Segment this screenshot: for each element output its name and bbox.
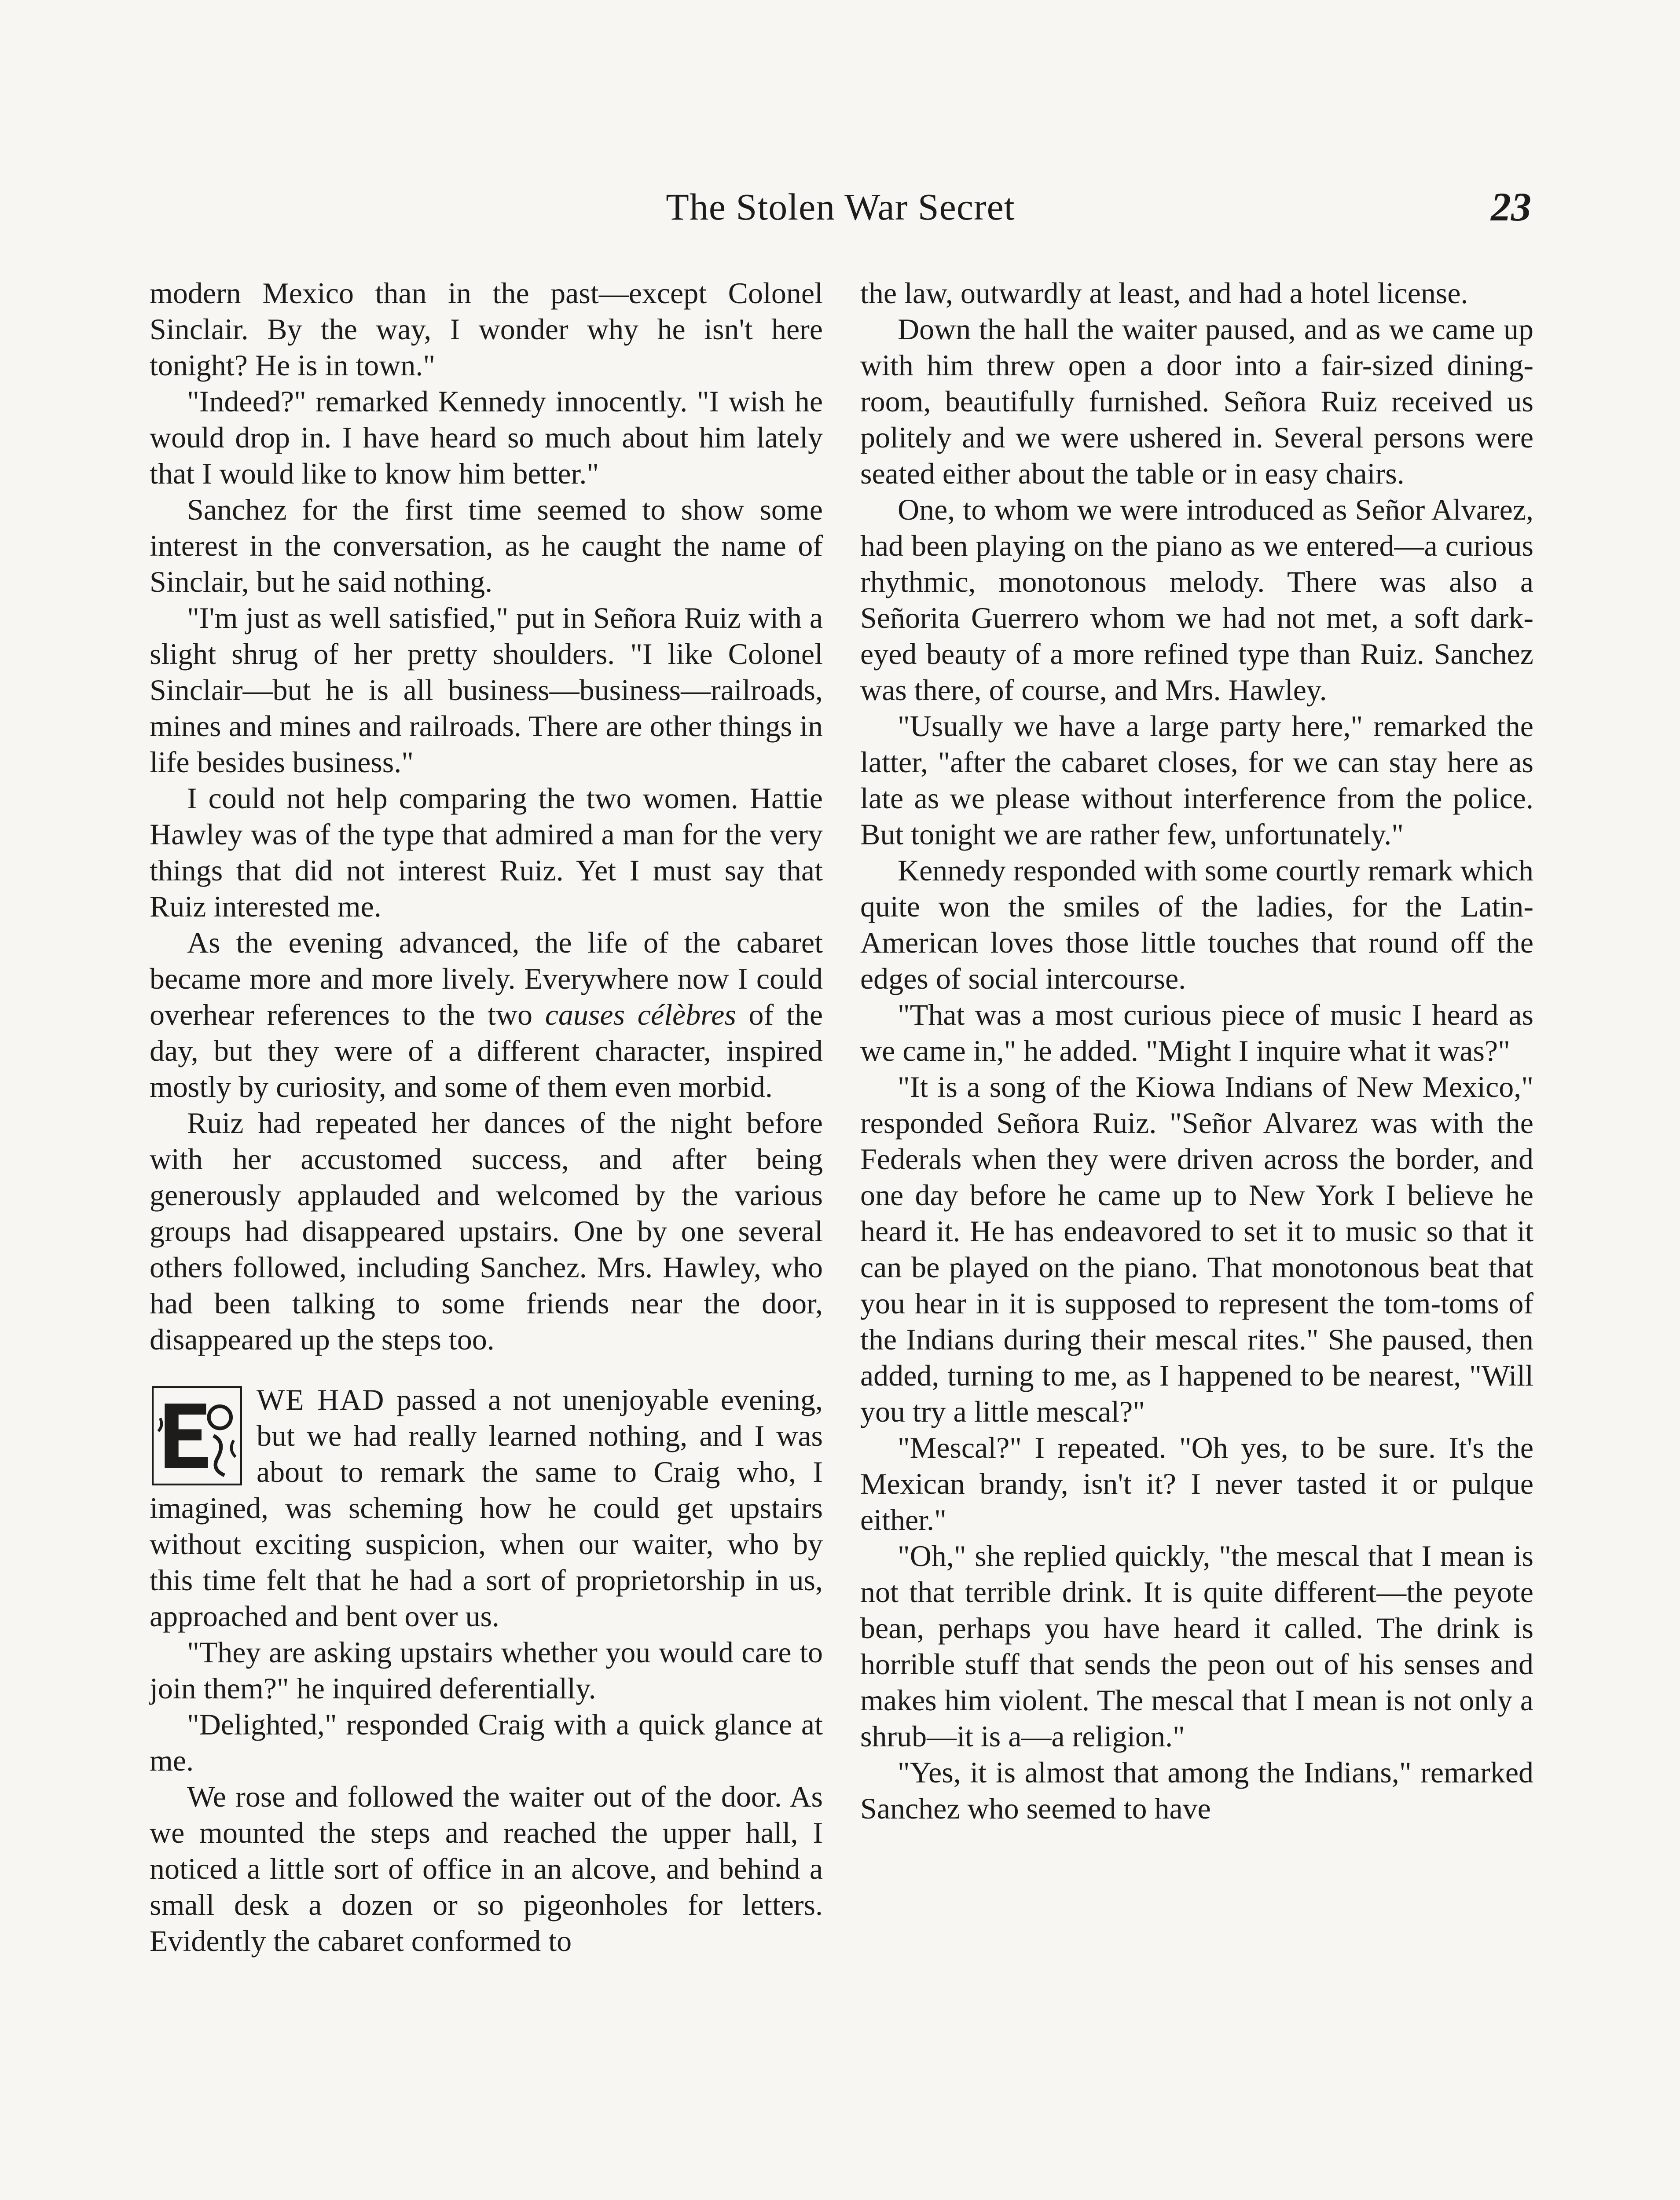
left-column bbox=[150, 275, 823, 1959]
paragraph: Sanchez for the first time seemed to show some interest in the conversation, as he caught the name of Sinclair, but he said nothing. bbox=[150, 493, 823, 598]
paragraph: "It is a song of the Kiowa Indians of New Mexico," responded Señora Ruiz. "Señor Alvarez was with the Federals when they were driven across the border, and one day before he came up to New York I believe he heard it. He has endeavored to set it to music so that it can be played on the piano. That monotonous beat that you hear in it is supposed to represent the tom-toms of the Indians during their mescal rites." She paused, then added, turning to me, as I happened to be nearest, "Will you try a little mescal?" bbox=[860, 1070, 1533, 1428]
paragraph bbox=[150, 924, 823, 1105]
paragraph-text: of the day, but they were of a different character, inspired mostly by curiosity, and some of them even morbid. bbox=[150, 998, 823, 1104]
page-number: 23 bbox=[1491, 184, 1531, 229]
paragraph: "They are asking upstairs whether you would care to join them?" he inquired deferentially. bbox=[150, 1635, 823, 1705]
paragraph: Kennedy responded with some courtly remark which quite won the smiles of the ladies, for the Latin-American loves those little touches that round off the edges of social intercourse. bbox=[860, 854, 1533, 995]
paragraph: "That was a most curious piece of music I heard as we came in," he added. "Might I inquire what it was?" bbox=[860, 998, 1533, 1067]
paragraph: "I'm just as well satisfied," put in Señora Ruiz with a slight shrug of her pretty shoulders. "I like Colonel Sinclair—but he is all business—business—railroads, mines and mines and railroads. There are other things in life besides business." bbox=[150, 601, 823, 779]
page-header bbox=[150, 174, 1531, 240]
paragraph: "Yes, it is almost that among the Indians," remarked Sanchez who seemed to have bbox=[860, 1756, 1533, 1825]
decorative-dropcap-icon bbox=[150, 1385, 244, 1486]
paragraph-text: passed a not unenjoyable evening, but we had really learned nothing, and I was about to remark the same to Craig who, I imagined, was scheming how he could get upstairs without exciting suspicion, when our waiter, who by this time felt that he had a sort of proprietorship in us, approached and bent over us. bbox=[150, 1383, 823, 1633]
paragraph: "Indeed?" remarked Kennedy innocently. "I wish he would drop in. I have heard so much about him lately that I would like to know him better." bbox=[150, 385, 823, 490]
paragraph: We rose and followed the waiter out of the door. As we mounted the steps and reached the upper hall, I noticed a little sort of office in an alcove, and behind a small desk a dozen or so pigeonholes for letters. Evidently the cabaret conformed to bbox=[150, 1780, 823, 1958]
paragraph bbox=[150, 1382, 823, 1634]
paragraph: modern Mexico than in the past—except Colonel Sinclair. By the way, I wonder why he isn't here tonight? He is in town." bbox=[150, 276, 823, 382]
running-title: The Stolen War Secret bbox=[666, 186, 1015, 228]
paragraph: One, to whom we were introduced as Señor Alvarez, had been playing on the piano as we entered—a curious rhythmic, monotonous melody. There was also a Señorita Guerrero whom we had not met, a soft dark-eyed beauty of a more refined type than Ruiz. Sanchez was there, of course, and Mrs. Hawley. bbox=[860, 493, 1533, 707]
right-column bbox=[860, 275, 1533, 1826]
paragraph: I could not help comparing the two women. Hattie Hawley was of the type that admired a man for the very things that did not interest Ruiz. Yet I must say that Ruiz interested me. bbox=[150, 781, 823, 923]
paragraph: Ruiz had repeated her dances of the night before with her accustomed success, and after being generously applauded and welcomed by the various groups had disappeared upstairs. One by one several others followed, including Sanchez. Mrs. Hawley, who had been talking to some friends near the door, disappeared up the steps too. bbox=[150, 1106, 823, 1356]
section-opening bbox=[150, 1382, 823, 1634]
paragraph-text: As the evening advanced, the life of the cabaret became more and more lively. Everywhere now I could overhear references to the two bbox=[150, 926, 823, 1031]
paragraph: "Usually we have a large party here," remarked the latter, "after the cabaret closes, for we can stay here as late as we please without interference from the police. But tonight we are rather few, unfortunately." bbox=[860, 709, 1533, 851]
paragraph: Down the hall the waiter paused, and as we came up with him threw open a door into a fair-sized dining-room, beautifully furnished. Señora Ruiz received us politely and we were ushered in. Several persons were seated either about the table or in easy chairs. bbox=[860, 312, 1533, 490]
paragraph: "Mescal?" I repeated. "Oh yes, to be sure. It's the Mexican brandy, isn't it? I never tasted it or pulque either." bbox=[860, 1431, 1533, 1536]
italic-phrase: causes célèbres bbox=[545, 998, 736, 1031]
paragraph: the law, outwardly at least, and had a hotel license. bbox=[860, 276, 1468, 310]
paragraph: "Oh," she replied quickly, "the mescal that I mean is not that terrible drink. It is quite different—the peyote bean, perhaps you have heard it called. The drink is horrible stuff that sends the peon out of his senses and makes him violent. The mescal that I mean is not only a shrub—it is a—a religion." bbox=[860, 1539, 1533, 1753]
paragraph: "Delighted," responded Craig with a quick glance at me. bbox=[150, 1708, 823, 1777]
opening-caps: WE HAD bbox=[257, 1383, 385, 1416]
